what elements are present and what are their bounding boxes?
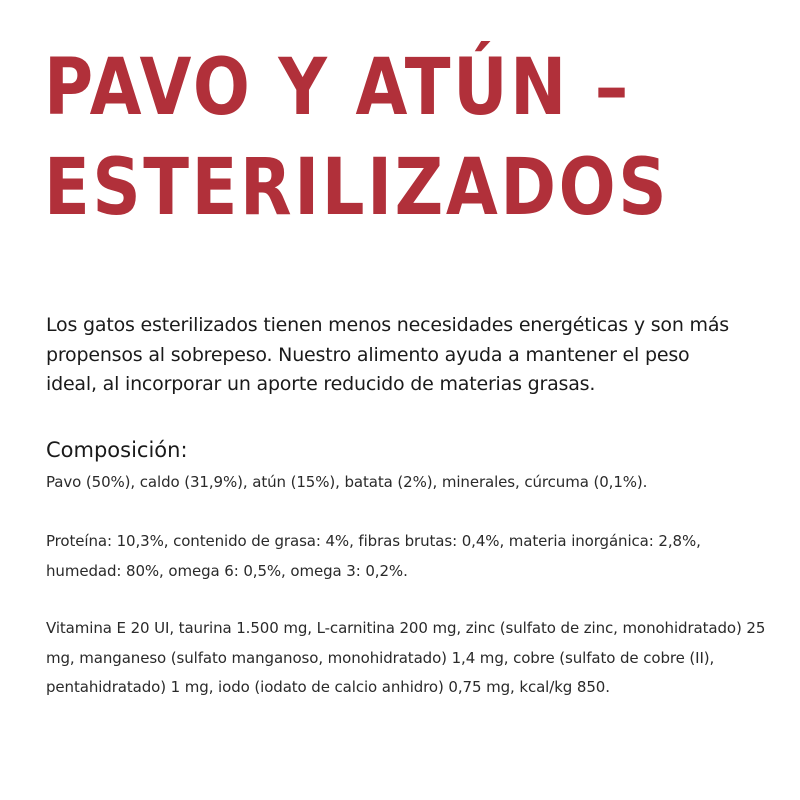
product-title-line-1: PAVO Y ATÚN – <box>44 43 631 133</box>
product-description: Los gatos esterilizados tienen menos necesidades energéticas y son más propensos al sobrepeso. Nuestro alimento ayuda a mantener el peso ideal, al incorporar un aporte reducido de materias grasas. <box>46 314 729 395</box>
ingredients-text: Pavo (50%), caldo (31,9%), atún (15%), batata (2%), minerales, cúrcuma (0,1%). <box>46 473 648 491</box>
composition-heading: Composición: <box>46 438 188 462</box>
product-title-line-2: ESTERILIZADOS <box>44 143 670 233</box>
product-title <box>44 38 670 238</box>
additives-text: Vitamina E 20 UI, taurina 1.500 mg, L-carnitina 200 mg, zinc (sulfato de zinc, monohidratado) 25 mg, manganeso (sulfato manganoso, monohidratado) 1,4 mg, cobre (sulfato de cobre (II), pentahidratado) 1 mg, iodo (iodato de calcio anhidro) 0,75 mg, kcal/kg 850. <box>46 619 766 696</box>
analytical-constituents-text: Proteína: 10,3%, contenido de grasa: 4%, fibras brutas: 0,4%, materia inorgánica: 2,8%, humedad: 80%, omega 6: 0,5%, omega 3: 0,2%. <box>46 532 701 580</box>
